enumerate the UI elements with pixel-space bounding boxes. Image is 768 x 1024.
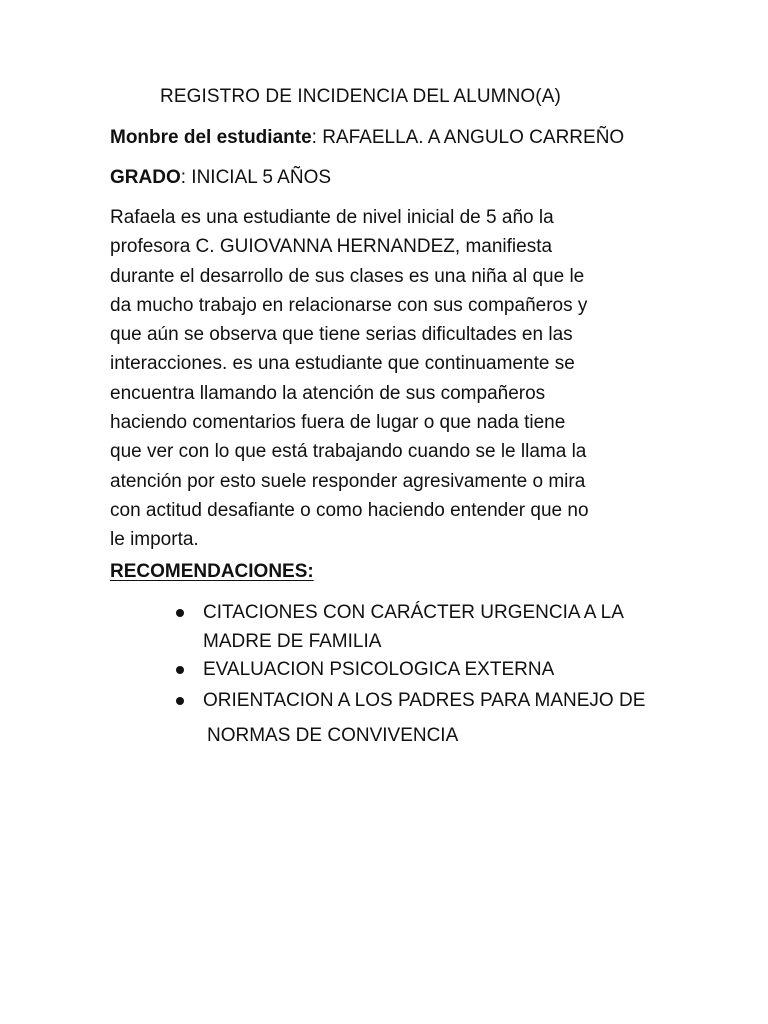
description-line: que aún se observa que tiene serias dificultades en las <box>110 324 573 346</box>
student-name-field <box>110 127 624 149</box>
recommendations-heading: RECOMENDACIONES: <box>110 561 314 582</box>
description-line: le importa. <box>110 529 199 551</box>
description-line: profesora C. GUIOVANNA HERNANDEZ, manifiesta <box>110 236 553 258</box>
description-line: durante el desarrollo de sus clases es una niña al que le <box>110 265 585 287</box>
description-line: que ver con lo que está trabajando cuando se le llama la <box>110 441 587 463</box>
description-line: con actitud desafiante o como haciendo entender que no <box>110 499 589 521</box>
description-line: Rafaela es una estudiante de nivel inicial de 5 año la <box>110 207 554 228</box>
description-line: encuentra llamando la atención de sus compañeros <box>110 382 546 404</box>
description-line: haciendo comentarios fuera de lugar o que nada tiene <box>110 412 566 434</box>
bullet-icon <box>176 666 184 674</box>
student-name-label: Monbre del estudiante <box>110 127 312 148</box>
description-line: da mucho trabajo en relacionarse con sus compañeros y <box>110 294 588 316</box>
recommendation-line: ORIENTACION A LOS PADRES PARA MANEJO DE <box>203 690 646 711</box>
incident-description <box>110 203 670 555</box>
recommendation-text <box>203 686 645 715</box>
grade-label: GRADO <box>110 167 181 188</box>
recommendation-text <box>203 598 624 656</box>
student-name-value: : RAFAELLA. A ANGULO CARREÑO <box>311 127 625 148</box>
grade-value: : INICIAL 5 AÑOS <box>180 167 332 188</box>
recommendation-line: MADRE DE FAMILIA <box>203 631 382 652</box>
recommendation-continuation: NORMAS DE CONVIVENCIA <box>207 725 459 746</box>
recommendation-line: CITACIONES CON CARÁCTER URGENCIA A LA <box>203 602 624 623</box>
recommendation-text <box>203 655 554 684</box>
bullet-icon <box>176 609 184 617</box>
bullet-icon <box>176 697 184 705</box>
description-line: atención por esto suele responder agresivamente o mira <box>110 470 586 492</box>
document-title: REGISTRO DE INCIDENCIA DEL ALUMNO(A) <box>160 86 561 107</box>
grade-field <box>110 167 331 189</box>
description-line: interacciones. es una estudiante que continuamente se <box>110 353 575 375</box>
recommendation-line: EVALUACION PSICOLOGICA EXTERNA <box>203 659 555 680</box>
